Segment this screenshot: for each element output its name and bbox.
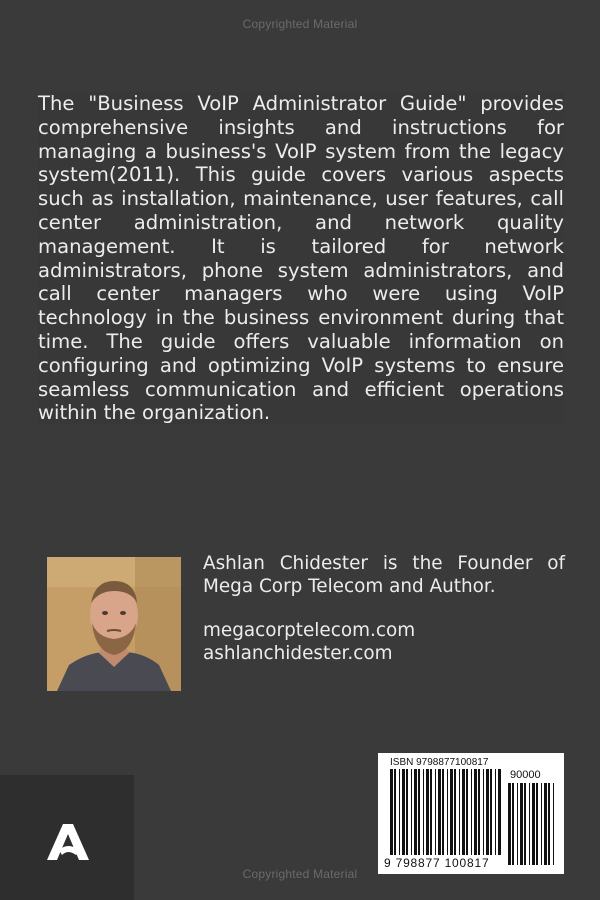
watermark-bottom: Copyrighted Material [242,867,358,881]
publisher-a-logo-icon [45,820,91,862]
book-description: The "Business VoIP Administrator Guide" provides comprehensive insights and instructions for managing a business's VoIP system from the legacy system(2011). This guide covers various aspects such as installation, maintenance, user features, call center administration, and network quality management. It is tailored for network administrators, phone system administrators, and call center managers who were using VoIP technology in the business environment during that time. The guide offers valuable information on configuring and optimizing VoIP systems to ensure seamless communication and efficient operations within the organization. [38,92,564,425]
author-bio: Ashlan Chidester is the Founder of Mega Corp Telecom and Author. [203,553,565,597]
barcode-digits: 9 798877 100817 [384,856,490,870]
author-photo [47,557,181,691]
watermark-top: Copyrighted Material [242,17,358,31]
website-link-megacorp[interactable]: megacorptelecom.com [203,620,416,641]
isbn-barcode [378,753,564,874]
isbn-label: ISBN 9798877100817 [390,757,489,768]
author-links [203,620,415,665]
publisher-panel [0,775,134,900]
price-code: 90000 [510,769,541,781]
website-link-ashlan[interactable]: ashlanchidester.com [203,642,393,664]
